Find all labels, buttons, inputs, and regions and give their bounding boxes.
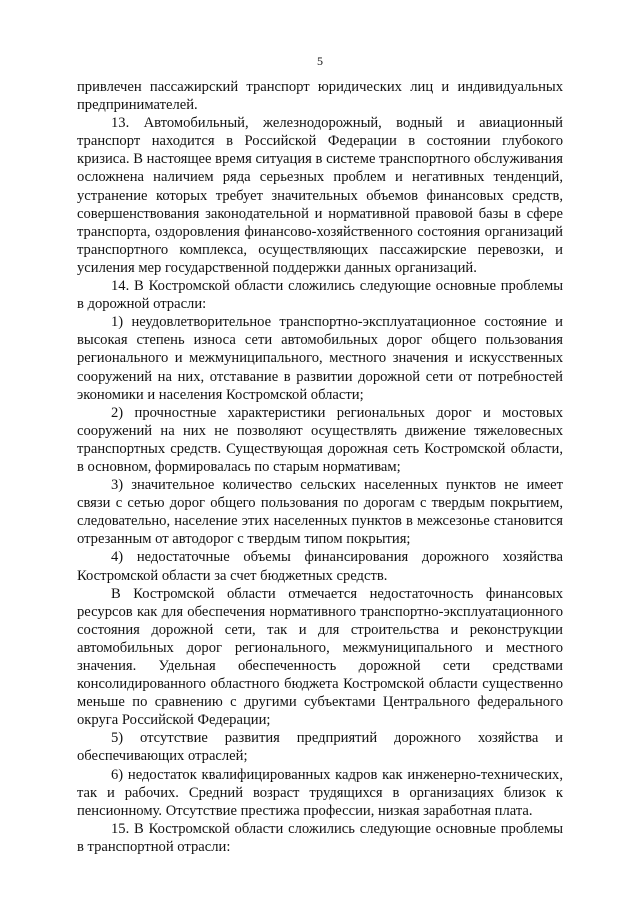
paragraph-item-14-5: 5) отсутствие развития предприятий дорожного хозяйства и обеспечивающих отраслей; [77, 730, 563, 765]
paragraph-item-13: 13. Автомобильный, железнодорожный, водный и авиационный транспорт находится в Российской Федерации в состоянии глубокого кризиса. В настоящее время ситуация в системе транспортного обслуживания осложнена наличием ряда серьезных проблем и негативных тенденций, устранение которых требует значительных объемов финансовых средств, совершенствования законодательной и нормативной правовой базы в сфере транспорта, оздоровления финансово-хозяйственного состояния организаций транспортного комплекса, осуществляющих пассажирские перевозки, и усиления мер государственной поддержки данных организаций. [77, 115, 563, 276]
paragraph-item-14-2: 2) прочностные характеристики региональных дорог и мостовых сооружений на них не позволяют осуществлять движение тяжеловесных транспортных средств. Существующая дорожная сеть Костромской области, в основном, формировалась по старым нормативам; [77, 404, 563, 475]
document-body [77, 78, 563, 856]
paragraph-item-15: 15. В Костромской области сложились следующие основные проблемы в транспортной отрасли: [77, 820, 563, 855]
paragraph-item-14: 14. В Костромской области сложились следующие основные проблемы в дорожной отрасли: [77, 278, 563, 313]
paragraph-item-14-4: 4) недостаточные объемы финансирования дорожного хозяйства Костромской области за счет бюджетных средств. [77, 549, 563, 584]
paragraph-item-14-6: 6) недостаток квалифицированных кадров как инженерно-технических, так и рабочих. Средний возраст трудящихся в организациях близок к пенсионному. Отсутствие престижа профессии, низкая заработная плата. [77, 766, 563, 819]
paragraph-item-14-1: 1) неудовлетворительное транспортно-эксплуатационное состояние и высокая степень износа сети автомобильных дорог общего пользования регионального и межмуниципального, местного значения и искусственных сооружений на них, отставание в развитии дорожной сети от потребностей экономики и населения Костромской области; [77, 314, 563, 403]
paragraph-continuation: привлечен пассажирский транспорт юридических лиц и индивидуальных предпринимателей. [77, 79, 563, 114]
paragraph-funding-note: В Костромской области отмечается недостаточность финансовых ресурсов как для обеспечения нормативного транспортно-эксплуатационного состояния дорожной сети, так и для строительства и реконструкции автомобильных дорог регионального, межмуниципального и местного значения. Удельная обеспеченность дорожной сети средствами консолидированного областного бюджета Костромской области существенно меньше по сравнению с другими субъектами Центрального федерального округа Российской Федерации; [77, 585, 563, 729]
page-number: 5 [317, 54, 323, 68]
paragraph-item-14-3: 3) значительное количество сельских населенных пунктов не имеет связи с сетью дорог общего пользования по дорогам с твердым покрытием, следовательно, население этих населенных пунктов в межсезонье становится отрезанным от автодорог с твердым типом покрытия; [77, 477, 563, 548]
